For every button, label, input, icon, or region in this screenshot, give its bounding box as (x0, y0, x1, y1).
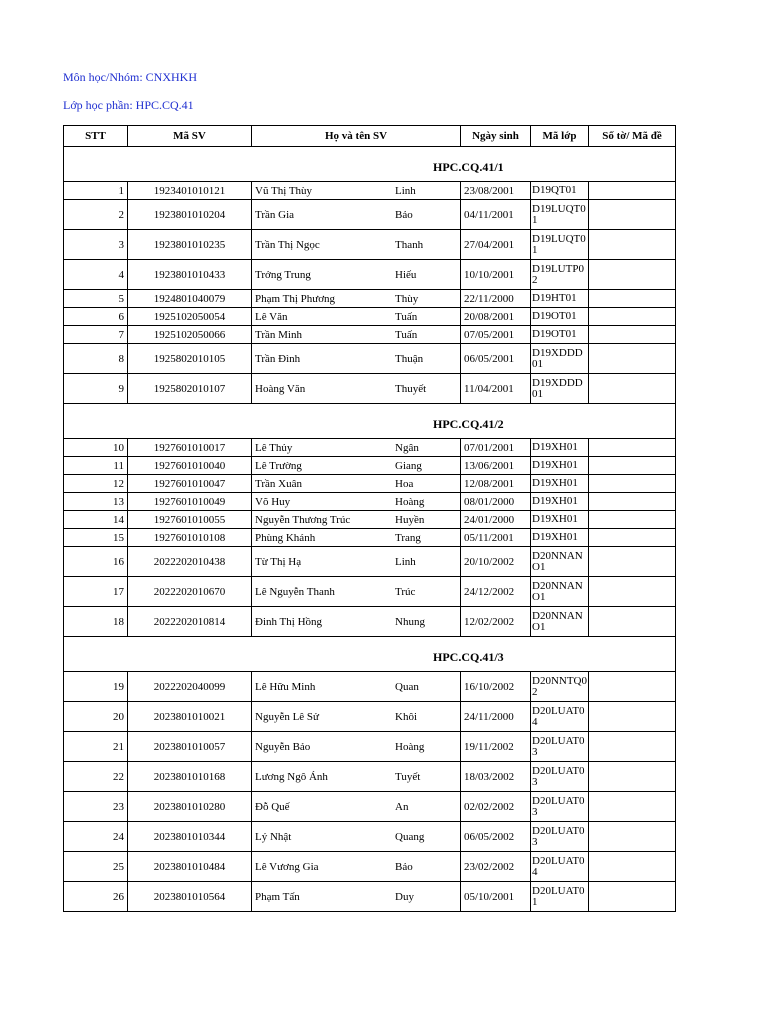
table-row (64, 762, 676, 792)
student-id: 1927601010108 (128, 529, 252, 547)
last-middle-name: Trần Thị Ngọc (252, 230, 393, 260)
sheet-count-cell (589, 672, 676, 702)
last-middle-name: Trần Gia (252, 200, 393, 230)
birth-date: 13/06/2001 (461, 457, 531, 475)
first-name: An (392, 792, 461, 822)
class-code: D19XDDD01 (531, 344, 589, 374)
birth-date: 06/05/2002 (461, 822, 531, 852)
first-name: Hoàng (392, 493, 461, 511)
class-code: D20LUAT03 (531, 732, 589, 762)
sheet-count-cell (589, 792, 676, 822)
table-row (64, 475, 676, 493)
class-code: D20NNANO1 (531, 607, 589, 637)
birth-date: 04/11/2001 (461, 200, 531, 230)
sheet-count-cell (589, 577, 676, 607)
class-section-line: Lớp học phần: HPC.CQ.41 (63, 98, 194, 112)
table-row (64, 308, 676, 326)
col-header-sheet-count: Số tờ/ Mã đề (589, 126, 676, 147)
sheet-count-cell (589, 852, 676, 882)
sheet-count-cell (589, 374, 676, 404)
row-number: 25 (64, 852, 128, 882)
class-code: D20LUAT04 (531, 852, 589, 882)
table-row (64, 577, 676, 607)
first-name: Hiếu (392, 260, 461, 290)
first-name: Thuyết (392, 374, 461, 404)
sheet-count-cell (589, 182, 676, 200)
class-code: D19LUQT01 (531, 230, 589, 260)
table-row (64, 792, 676, 822)
table-row (64, 290, 676, 308)
first-name: Tuyết (392, 762, 461, 792)
class-code: D20NNANO1 (531, 547, 589, 577)
last-middle-name: Phùng Khánh (252, 529, 393, 547)
student-roster-table (63, 125, 676, 912)
sheet-count-cell (589, 511, 676, 529)
class-code: D20LUAT03 (531, 792, 589, 822)
class-code: D19HT01 (531, 290, 589, 308)
row-number: 8 (64, 344, 128, 374)
birth-date: 20/08/2001 (461, 308, 531, 326)
sheet-count-cell (589, 439, 676, 457)
group-name: HPC.CQ.41/1 (433, 159, 504, 174)
row-number: 16 (64, 547, 128, 577)
last-middle-name: Lý Nhật (252, 822, 393, 852)
row-number: 1 (64, 182, 128, 200)
student-id: 1927601010055 (128, 511, 252, 529)
group-name: HPC.CQ.41/2 (433, 416, 504, 431)
birth-date: 11/04/2001 (461, 374, 531, 404)
row-number: 22 (64, 762, 128, 792)
last-middle-name: Nguyễn Bảo (252, 732, 393, 762)
row-number: 10 (64, 439, 128, 457)
class-code: D19XDDD01 (531, 374, 589, 404)
birth-date: 24/12/2002 (461, 577, 531, 607)
row-number: 23 (64, 792, 128, 822)
sheet-count-cell (589, 547, 676, 577)
last-middle-name: Đỗ Quế (252, 792, 393, 822)
class-code: D20LUAT03 (531, 762, 589, 792)
class-code: D19XH01 (531, 511, 589, 529)
first-name: Thuận (392, 344, 461, 374)
first-name: Bảo (392, 200, 461, 230)
last-middle-name: Từ Thị Hạ (252, 547, 393, 577)
class-code: D19OT01 (531, 326, 589, 344)
class-code: D19XH01 (531, 439, 589, 457)
first-name: Thanh (392, 230, 461, 260)
first-name: Quang (392, 822, 461, 852)
first-name: Linh (392, 182, 461, 200)
table-row (64, 493, 676, 511)
birth-date: 16/10/2002 (461, 672, 531, 702)
sheet-count-cell (589, 308, 676, 326)
sheet-count-cell (589, 493, 676, 511)
class-code: D19LUQT01 (531, 200, 589, 230)
last-middle-name: Phạm Tấn (252, 882, 393, 912)
col-header-stt: STT (64, 126, 128, 147)
birth-date: 22/11/2000 (461, 290, 531, 308)
row-number: 26 (64, 882, 128, 912)
student-id: 2023801010168 (128, 762, 252, 792)
sheet-count-cell (589, 822, 676, 852)
first-name: Tuấn (392, 308, 461, 326)
sheet-count-cell (589, 762, 676, 792)
student-id: 2023801010344 (128, 822, 252, 852)
roster-body (64, 147, 676, 912)
class-code: D19OT01 (531, 308, 589, 326)
student-id: 2023801010057 (128, 732, 252, 762)
last-middle-name: Lê Hữu Minh (252, 672, 393, 702)
table-row (64, 230, 676, 260)
sheet-count-cell (589, 230, 676, 260)
birth-date: 12/02/2002 (461, 607, 531, 637)
birth-date: 02/02/2002 (461, 792, 531, 822)
student-id: 1924801040079 (128, 290, 252, 308)
first-name: Tuấn (392, 326, 461, 344)
row-number: 9 (64, 374, 128, 404)
first-name: Ngân (392, 439, 461, 457)
class-code: D19XH01 (531, 457, 589, 475)
last-middle-name: Phạm Thị Phương (252, 290, 393, 308)
first-name: Khôi (392, 702, 461, 732)
birth-date: 27/04/2001 (461, 230, 531, 260)
col-header-class-code: Mã lớp (531, 126, 589, 147)
birth-date: 07/01/2001 (461, 439, 531, 457)
col-header-birth-date: Ngày sinh (461, 126, 531, 147)
sheet-count-cell (589, 457, 676, 475)
class-code: D19LUTP02 (531, 260, 589, 290)
student-id: 1927601010040 (128, 457, 252, 475)
student-id: 1927601010047 (128, 475, 252, 493)
group-name: HPC.CQ.41/3 (433, 649, 504, 664)
last-middle-name: Lê Văn (252, 308, 393, 326)
class-code: D19XH01 (531, 529, 589, 547)
birth-date: 06/05/2001 (461, 344, 531, 374)
table-header-row (64, 126, 676, 147)
table-row (64, 511, 676, 529)
class-code: D20NNTQ02 (531, 672, 589, 702)
birth-date: 05/11/2001 (461, 529, 531, 547)
sheet-count-cell (589, 260, 676, 290)
table-row (64, 852, 676, 882)
student-id: 1923801010235 (128, 230, 252, 260)
student-id: 2023801010021 (128, 702, 252, 732)
table-row (64, 672, 676, 702)
table-row (64, 732, 676, 762)
birth-date: 12/08/2001 (461, 475, 531, 493)
table-row (64, 547, 676, 577)
row-number: 14 (64, 511, 128, 529)
student-id: 2023801010280 (128, 792, 252, 822)
row-number: 17 (64, 577, 128, 607)
first-name: Duy (392, 882, 461, 912)
table-row (64, 702, 676, 732)
birth-date: 20/10/2002 (461, 547, 531, 577)
table-row (64, 326, 676, 344)
row-number: 12 (64, 475, 128, 493)
first-name: Nhung (392, 607, 461, 637)
first-name: Huyền (392, 511, 461, 529)
student-id: 1925102050054 (128, 308, 252, 326)
row-number: 21 (64, 732, 128, 762)
last-middle-name: Trần Đình (252, 344, 393, 374)
sheet-count-cell (589, 702, 676, 732)
first-name: Bảo (392, 852, 461, 882)
last-middle-name: Lương Ngô Ánh (252, 762, 393, 792)
table-row (64, 457, 676, 475)
sheet-count-cell (589, 200, 676, 230)
last-middle-name: Nguyễn Lê Sử (252, 702, 393, 732)
last-middle-name: Lê Thủy (252, 439, 393, 457)
birth-date: 05/10/2001 (461, 882, 531, 912)
row-number: 13 (64, 493, 128, 511)
sheet-count-cell (589, 326, 676, 344)
last-middle-name: Vũ Thị Thùy (252, 182, 393, 200)
student-id: 1925802010105 (128, 344, 252, 374)
subject-line: Môn học/Nhóm: CNXHKH (63, 70, 197, 84)
sheet-count-cell (589, 344, 676, 374)
row-number: 20 (64, 702, 128, 732)
birth-date: 18/03/2002 (461, 762, 531, 792)
first-name: Giang (392, 457, 461, 475)
last-middle-name: Lê Vương Gia (252, 852, 393, 882)
student-id: 1925102050066 (128, 326, 252, 344)
student-id: 1923401010121 (128, 182, 252, 200)
table-row (64, 344, 676, 374)
student-id: 2022202010438 (128, 547, 252, 577)
row-number: 3 (64, 230, 128, 260)
birth-date: 08/01/2000 (461, 493, 531, 511)
sheet-count-cell (589, 882, 676, 912)
row-number: 6 (64, 308, 128, 326)
col-header-student-id: Mã SV (128, 126, 252, 147)
birth-date: 10/10/2001 (461, 260, 531, 290)
last-middle-name: Lê Trường (252, 457, 393, 475)
class-code: D19QT01 (531, 182, 589, 200)
birth-date: 23/08/2001 (461, 182, 531, 200)
birth-date: 19/11/2002 (461, 732, 531, 762)
row-number: 11 (64, 457, 128, 475)
first-name: Linh (392, 547, 461, 577)
row-number: 7 (64, 326, 128, 344)
table-row (64, 822, 676, 852)
row-number: 2 (64, 200, 128, 230)
group-header-row (64, 147, 676, 182)
student-id: 2023801010484 (128, 852, 252, 882)
first-name: Thùy (392, 290, 461, 308)
last-middle-name: Nguyễn Thương Trúc (252, 511, 393, 529)
class-code: D20LUAT03 (531, 822, 589, 852)
table-row (64, 182, 676, 200)
first-name: Trang (392, 529, 461, 547)
sheet-count-cell (589, 290, 676, 308)
col-header-full-name: Họ và tên SV (252, 126, 461, 147)
table-row (64, 882, 676, 912)
birth-date: 24/11/2000 (461, 702, 531, 732)
group-header-row (64, 637, 676, 672)
last-middle-name: Hoàng Văn (252, 374, 393, 404)
student-id: 2023801010564 (128, 882, 252, 912)
row-number: 15 (64, 529, 128, 547)
table-row (64, 260, 676, 290)
last-middle-name: Võ Huy (252, 493, 393, 511)
class-code: D19XH01 (531, 493, 589, 511)
birth-date: 24/01/2000 (461, 511, 531, 529)
birth-date: 23/02/2002 (461, 852, 531, 882)
student-id: 2022202040099 (128, 672, 252, 702)
student-id: 1927601010017 (128, 439, 252, 457)
table-row (64, 374, 676, 404)
student-id: 1927601010049 (128, 493, 252, 511)
student-id: 2022202010670 (128, 577, 252, 607)
birth-date: 07/05/2001 (461, 326, 531, 344)
table-row (64, 529, 676, 547)
first-name: Quan (392, 672, 461, 702)
last-middle-name: Đinh Thị Hồng (252, 607, 393, 637)
class-code: D20LUAT01 (531, 882, 589, 912)
table-row (64, 200, 676, 230)
last-middle-name: Trần Xuân (252, 475, 393, 493)
sheet-count-cell (589, 607, 676, 637)
first-name: Hoàng (392, 732, 461, 762)
row-number: 4 (64, 260, 128, 290)
first-name: Hoa (392, 475, 461, 493)
sheet-count-cell (589, 529, 676, 547)
row-number: 5 (64, 290, 128, 308)
row-number: 19 (64, 672, 128, 702)
class-code: D20NNANO1 (531, 577, 589, 607)
class-code: D20LUAT04 (531, 702, 589, 732)
student-id: 1925802010107 (128, 374, 252, 404)
class-code: D19XH01 (531, 475, 589, 493)
row-number: 18 (64, 607, 128, 637)
student-id: 1923801010433 (128, 260, 252, 290)
last-middle-name: Trởng Trung (252, 260, 393, 290)
last-middle-name: Lê Nguyễn Thanh (252, 577, 393, 607)
sheet-count-cell (589, 732, 676, 762)
student-id: 1923801010204 (128, 200, 252, 230)
group-header-row (64, 404, 676, 439)
table-row (64, 607, 676, 637)
last-middle-name: Trần Minh (252, 326, 393, 344)
student-id: 2022202010814 (128, 607, 252, 637)
first-name: Trúc (392, 577, 461, 607)
sheet-count-cell (589, 475, 676, 493)
row-number: 24 (64, 822, 128, 852)
table-row (64, 439, 676, 457)
